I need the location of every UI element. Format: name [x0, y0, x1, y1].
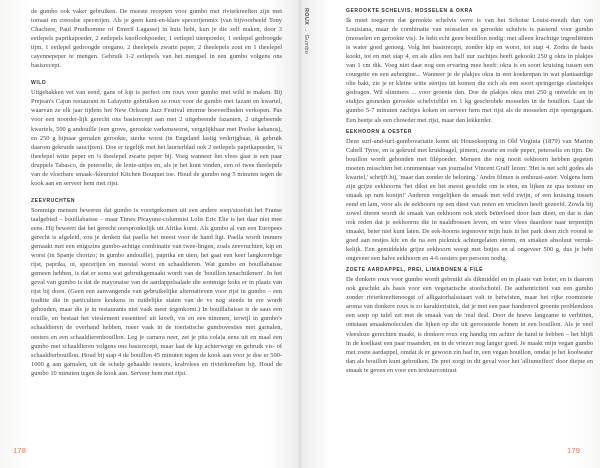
- running-head-topic: Gumbo: [303, 34, 309, 55]
- eekhoorn-paragraph: Deze surf-and-turf-gumbovariatie komt uit Housekeeping in Old Virginia (1879) van Marion Cabell Tyree, en is gekruid met kruidnagel, piment, zwarte en rode peper, peterselie en tijm. De bouillon wordt gebonden met filépoeder. Mensen die nog nooit eekhoorn hebben gegeten moeten misschien het commentaar van journalist Vincent Graff lezen: 'Het is net schi godes als kwartel,' schrijft hij, 'maar dan zonder de beloning.' Andre filmen is enthousi-aster. Volgens hem zijn grijze eekhoorns 'het dikst en het meest geschikt om te eten, en lijken ze qua textuur en smaak op ram konijn!' Anderen vergelijken de smaak met wild zwijn, of een kruising tussen eend en lam, voor als de eekhoorn op een dieet van noten en vruchten heeft gezeefd. Zowla bij zowel dieren wordt de smaak van eekhoorn ook sterk beïnvloed door hun dieet, en dat is dan ook reden dat je eekhoorns die in naaldbossen leven, en wier vlees daardoor naar terpentijn smaakt, beter niet kunt laten. De eek-hoorns tegenover mijn huis in het park doen zich vooral te goed aan restjes kfc en de na een picknick achtergelaten eieren, en smaken absoluut verruk-kelijk. Een gemiddelde grijze eekhoorn weegt met botjes en al ongeveer 500 g, dus je hebt ongeveer een halve eekhoorn en 4-6 oesters per persoon nodig.: [346, 137, 593, 263]
- section-heading-wild: WILD: [31, 80, 47, 87]
- page-number-right: 179: [567, 446, 581, 455]
- section-spacer: [31, 188, 282, 197]
- schelvis-paragraph: Ik moet toegeven dat gerookte schelvis verre is van het Schotse Louisi-mouth dan van Louisiana, maar de combinatie van mosselen en gerookte schelvis is passend voor gumbo (mosselen en gerookte vis). Je hebt echt geen bouillon nodig: met alleen krachtige ingrediënten is water goed genoeg. Volg het basisrecept, zonder kip en worst, tot stap 4. Zodra de basis kookt, tot en met stap 4, en als alles een half uur zachtjes heeft gekookt 250 g okra in plakjes van 1 cm dik. Voeg niet daar nog een ervaring mee heeft: okra is en soort kruising tussen een courgette en een aubergine... Wanneer je de plakjes okra in een koekenpan in wat plantaardige olie bakt, zie je er kleine witte stertjes uit komen die zich als een soort springerige elastiekjes gedragen. Wil slimmers ... voor groente dan. Doe de plakjes okra met 250 g ontvelde en in stukjes gesneden gerookte schelvisfilet en 1 kg geschrobde mosselen in de bouillon. Laat de gumbo 5-7 minuten zachtjes koken en serveer hem met rijst als de mosselen zijn opengegaan. Een beetje als een chowder met rijst, maar dan lekkerder.: [346, 17, 593, 124]
- right-page: [300, 0, 600, 468]
- running-head-section: ROUX: [303, 8, 309, 26]
- zoete-aardappel-paragraph: De donkere roux voor gumbo wordt gebruikt als dikmiddel en in plaats van boter, en is daarom ook geschikt als basis voor een vegetarische stoofschotel. De authenticiteit van een gumbo zonder rivierkreeftenoogst of alligatorhalsstaart valt te betwisten, maar het rijke roomzoete aroma van donkere roux is zo karakteristiek, dat je met een paar handenvol groente problemloos een soep op tafel zet met de smaak van de 'real deal. Door de hoeve langzame te verhitten, ontstaan smaakmoleculen die lijken op die uit geroosterde bonen in een bouillon. Als je veel vleesloze gerechten maakt, is donkere roux erg handig om achter de hand te hebben – het blijft in de koelkast een paar maanden, en in de vriezer nog langer goed. Je maakt mijn vegan gumbo met zoete aardappel, omdat ik er gewoon zin had in, een vegan bouillon, omdat je het koolwater dan als bouillon kunt gebruiken. De prei zorgt in dit geval voor het 'alliumeffect' door diepte en smaak te geven en voor een textuurcontrast: [346, 276, 593, 374]
- section-heading-schelvis: GEROOKTE SCHELVIS, MOSSELEN & OKRA: [346, 8, 473, 14]
- section-spacer: [31, 70, 282, 79]
- section-heading-zeevruchten: ZEEVRUCHTEN: [31, 197, 76, 204]
- arrow-icon: →: [303, 26, 309, 33]
- page-number-left: 178: [13, 446, 27, 455]
- intro-paragraph: de gumbo ook vaker gebruiken. De meeste recepten voor gumbo met rivierkreeften zijn met tomaat en creoolse specerijen. Als je geen kant-en-klare specerijenmix (van bijvoorbeeld Tony Chachere, Paul Prudhomme of Emeril Lagasse) in huis hebt, kun je die zelf maken, door 3 eetlepels paprikapoeder, 2 eetlepels knoflookpoeder, 1 eetlepel uienpoeder, 1 eetlepel gedroogde tijm, 1 eetlepel gedroogde oregano, 2 theelepels zwarte peper, 2 theelepels zout en 1 theelepel cayennepeper te mengen. Gebruik 1-2 eetlepels van het mengsel in een gumbo volgens ons basisrecept.: [31, 8, 282, 70]
- section-heading-eekhoorn: EEKHOORN & OESTER: [346, 128, 413, 135]
- section-heading-zoete-aardappel: ZOETE AARDAPPEL, PREI, LIMABONEN & FILÉ: [346, 267, 484, 274]
- zeevruchten-paragraph: Sommige mensen beweren dat gumbo is voortgekomen uit een andere soep/stoofuit het Franse taalgebied – bouillabaisse – maar Times Picayune-columnist Lolis Eric Elie is het daar niet mee eens. Hij beweert dat het gerecht oorspronkelijk uit Afrika komt. Als gumbo al van een Europees gerecht is afgeleid, zou je denken dat paella het meest voor de hand ligt. Paella wordt immers gemaakt met een enigszins gumbo-achtige combinatie van twee-lingen, zoals zeevruchten, kip en worst (in Spanje chorizo; in gumbo andouille), paprika en uien, het gaat een keer langkorrelige rijst, paprika, ui, specerijen en meestal worst en schaaldieren. Wat gumbo en bouillabaisse gemeen hebben, is dat er soms wat gebruikgemaakt wordt van de 'bouillon tenachtikmen'. In het geval van gumbo is dat de mayonaise van de aardappelsalade die sommige koks er in plaats van rijst bij doen. (Geen een aanvangende van gebruikelijke alternatieven voor rijst in gumbo – een traditie die in particuliere keukens in zuidelijke staten van de vs nog steeds in ere wordt gehouden, maar die je in restaurants niet vaak meer tegenkomt.) In bouillabaisse is de saus een rouille, en bestaat het vieslement essentieel uit kreeft, vis en een nimmen, terwijl in gumbo's schaaldieren de overhand hebben, meer vaak in de toeristische gumbovesties met garnalen, oesters en een schaaldierenbouillon. Leg je camera neer, zet je pita cola)a eens uit en maal een gumbo met schaaldieren volgens ons basisrecept, maar laat de kip achterwege en gebruik vis- of schaaldierbouillon. Houd bij stap 4 de bouillon 45 minuten tegen de kook aan voor je doe er 500-1000 g aan garnalen, uit de schelp gehaalde oesters, krabvlees en rivierkreeften bij. Houd de gumbo 10 minuten tegen de kook aan. Serveer hem met rijst.: [31, 206, 282, 377]
- wild-paragraph: Uitgebakken vet van eend, gans of kip is perfect om roux voor gumbo met wild te maken. Bij Prejean's Cajun restaurant in Lafayette gebruiken ze roux voor de gumbo met fazant en kwartel, waarvan ze elk jaar tijdens het New Orleans Jazz Festival enorme hoeveelheden verkopen. Pas voor een noorder-lijk gerecht ons basisrecept aan met 2 uitgebeende fazanten, 2 uitgebeende kwartels, 500 g andouille (een grove, gerookte varkensworst, vergelijkbaar met Poolse kabanos), en 250 g bijnaar gemalen gerookte, sterke worst (in Engeland lastig verkrijgbaar, ik gebruik daarom gekruide saucijzen). Doe er tegelijk met het laurierblad ook 2 eetlepels paprikapoeder, ¼ theelepel witte peper en ¼ theelepel zwarte peper bij. Voeg wanneer het vlees gaar is een paar druppels Tabasco, de peterselie, de lente-uitjes en, als je het kunt vinden, een of twee theelepels van de vloeibare smaak-/kleurstof Kitchen Bouquet toe. Houd de gumbo nog 5 minuten tegen de kook aan en serveer hem met rijst.: [31, 89, 282, 187]
- right-page-text-column: [346, 7, 593, 375]
- running-head: [303, 8, 309, 54]
- left-page-text-column: [31, 7, 282, 378]
